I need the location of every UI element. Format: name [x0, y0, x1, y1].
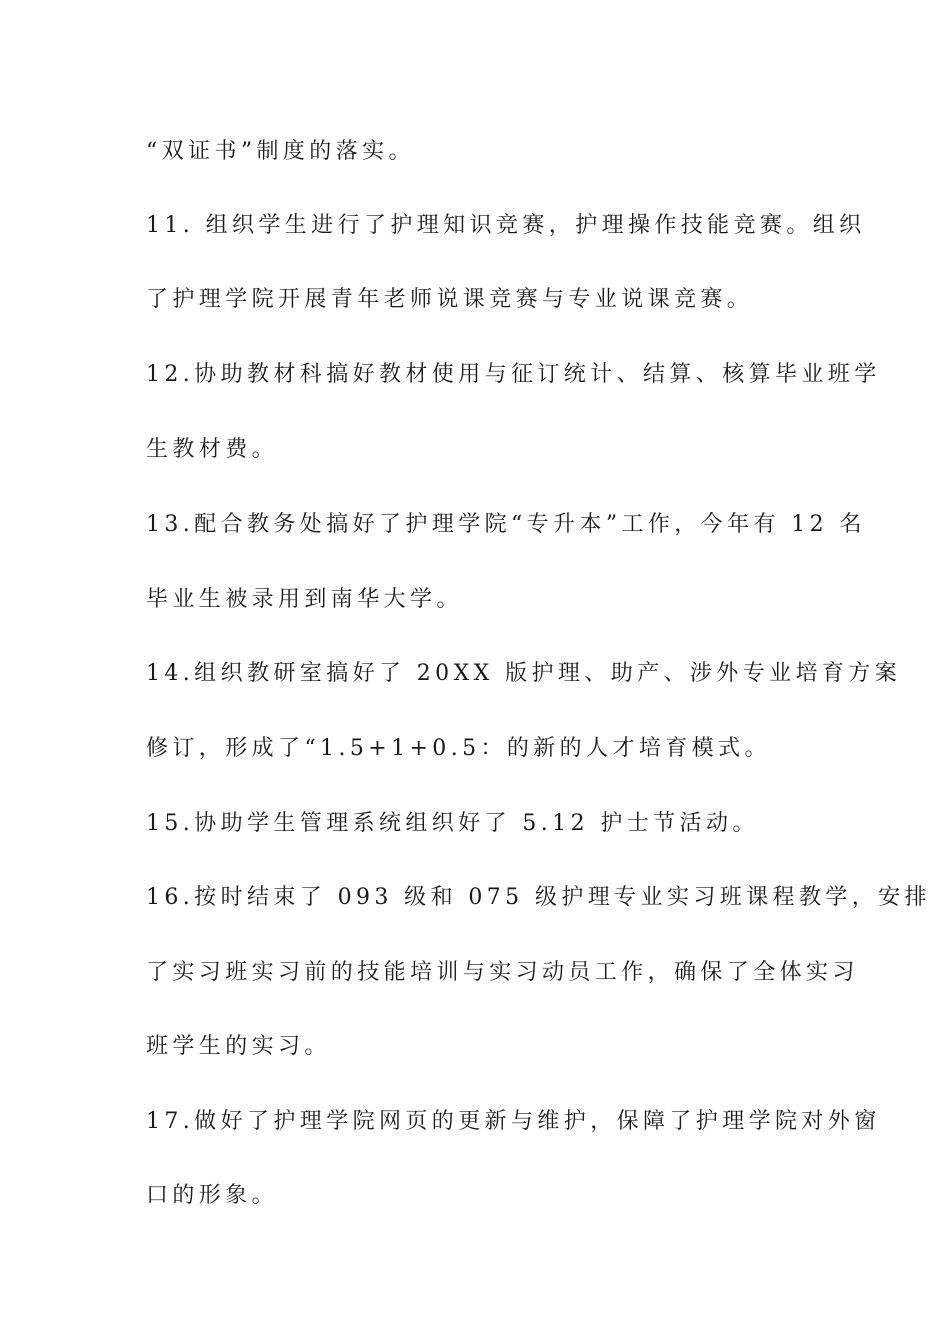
text-line: 14.组织教研室搞好了 20XX 版护理、助产、涉外专业培育方案 [146, 661, 902, 686]
text-line: 口的形象。 [146, 1183, 279, 1208]
text-line: 11. 组织学生进行了护理知识竞赛，护理操作技能竞赛。组织 [146, 213, 866, 238]
text-line: 了实习班实习前的技能培训与实习动员工作，确保了全体实习 [146, 960, 859, 985]
text-line: “双证书”制度的落实。 [146, 139, 415, 164]
text-line: 15.协助学生管理系统组织好了 5.12 护士节活动。 [146, 811, 759, 836]
text-line: 修订，形成了“1.5+1+0.5：的新的人才培育模式。 [146, 736, 771, 761]
text-line: 了护理学院开展青年老师说课竞赛与专业说课竞赛。 [146, 287, 754, 312]
text-line: 毕业生被录用到南华大学。 [146, 587, 463, 612]
text-line: 17.做好了护理学院网页的更新与维护，保障了护理学院对外窗 [146, 1109, 881, 1134]
text-line: 生教材费。 [146, 437, 279, 462]
text-line: 13.配合教务处搞好了护理学院“专升本”工作，今年有 12 名 [146, 512, 866, 537]
text-line: 16.按时结束了 093 级和 075 级护理专业实习班课程教学，安排 [146, 885, 931, 910]
text-line: 12.协助教材科搞好教材使用与征订统计、结算、核算毕业班学 [146, 362, 881, 387]
text-line: 班学生的实习。 [146, 1034, 331, 1059]
